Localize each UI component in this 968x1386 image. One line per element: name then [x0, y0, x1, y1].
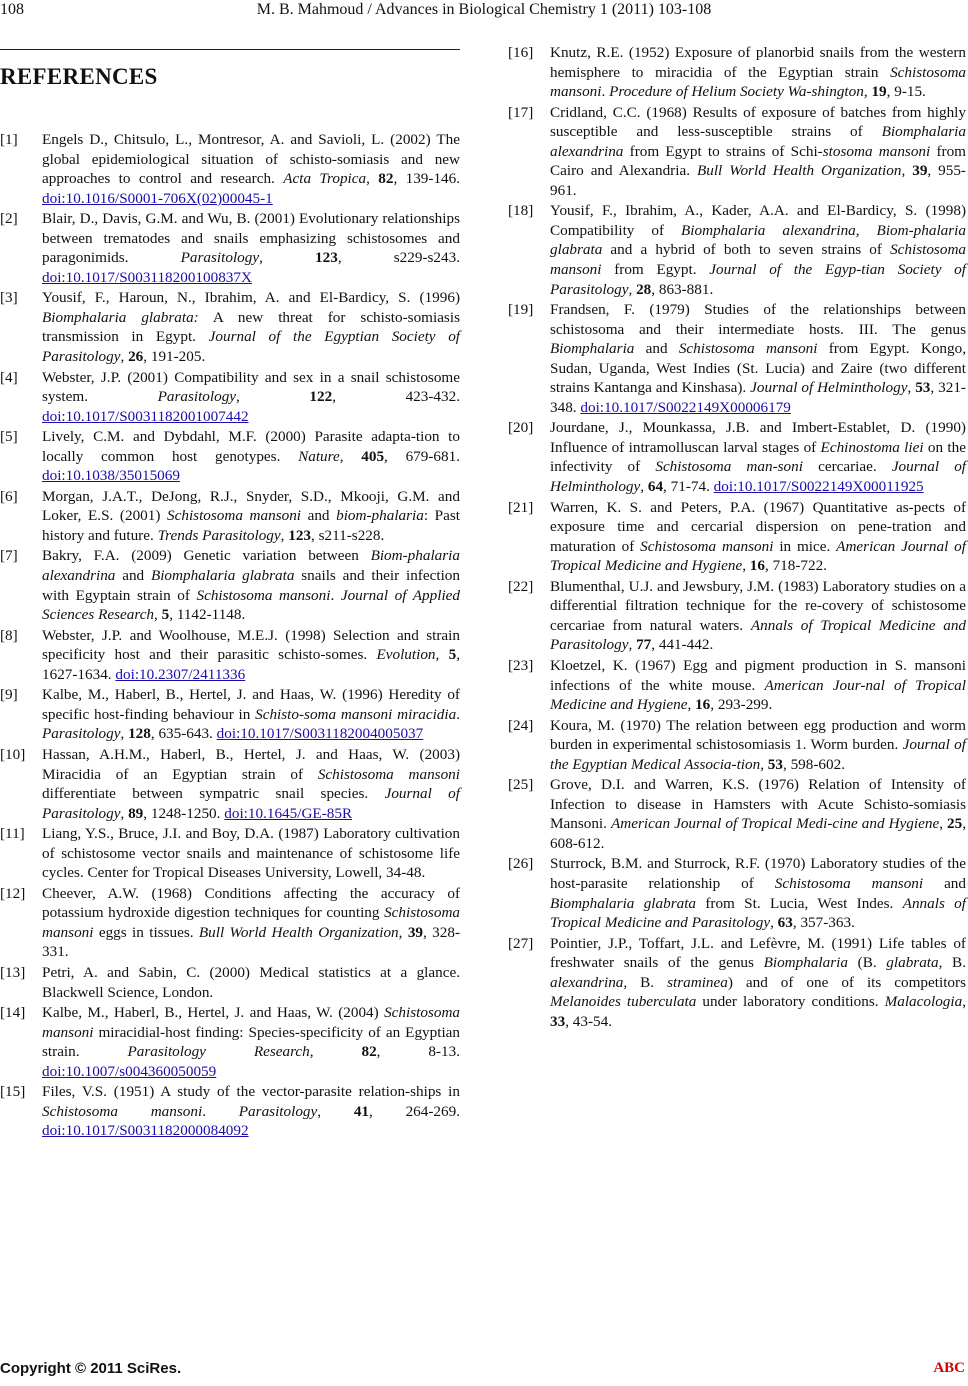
volume-number: 63	[777, 914, 793, 932]
citation-text: Morgan, J.A.T., DeJong, R.J., Snyder, S.D., Mkooji, G.M. and Loker, E.S. (2001)	[42, 487, 460, 525]
reference-text	[42, 884, 460, 962]
citation-text: , 293-299.	[710, 696, 773, 714]
italic-text: Journal of Parasitology	[42, 785, 460, 822]
reference-item	[0, 546, 460, 624]
volume-number: 82	[361, 1043, 377, 1061]
citation-text: Pointier, J.P., Toffart, J.L. and Lefèvre, M. (1991) Life tables of freshwater snails of the genus	[550, 934, 966, 972]
citation-text: ,	[317, 1102, 354, 1120]
italic-text: Schistosoma mansoni	[317, 765, 460, 783]
italic-text: Schistosoma mansoni	[42, 904, 460, 941]
reference-text	[550, 103, 966, 201]
volume-number: 28	[636, 280, 652, 298]
italic-text: Schistosoma mansoni	[550, 63, 966, 101]
volume-number: 16	[749, 557, 765, 575]
citation-text: Kalbe, M., Haberl, B., Hertel, J. and Haas, W. (1996) Heredity of specific host-finding behaviour in	[42, 686, 460, 723]
italic-text: Bull World Health Organization	[696, 162, 902, 180]
reference-number: [23]	[508, 656, 534, 674]
citation-text: miracidial-host finding: Species-specificity of an Egyptian strain.	[42, 1023, 460, 1061]
italic-text: Echinostoma liei	[820, 438, 924, 456]
citation-text: , 1248-1250.	[143, 804, 225, 822]
citation-text: from Egypt. Kongo, Sudan, Uganda, West Indies (St. Lucia) and Zaire (two different strains Kantanga and Kinshasa).	[550, 340, 966, 397]
citation-text: Files, V.S. (1951) A study of the vector-parasite relation-ships in	[42, 1083, 460, 1101]
citation-text: , 191-205.	[143, 348, 206, 366]
doi-link[interactable]: doi:10.1017/S0022149X00011925	[713, 478, 924, 496]
citation-text: eggs in tissues.	[93, 923, 199, 941]
citation-text: Engels D., Chitsulo, L., Montresor, A. and Savioli, L. (2002) The global epidemiological situation of schisto-somiasis and new approaches to control and research.	[42, 131, 460, 188]
reference-text	[42, 824, 460, 883]
citation-text: Knutz, R.E. (1952) Exposure of planorbid snails from the western hemisphere to miracidia of the Egyptian strain	[550, 44, 966, 81]
reference-number: [25]	[508, 776, 534, 794]
citation-text: and	[301, 507, 337, 525]
reference-text	[42, 546, 460, 624]
italic-text: Schistosoma mansoni	[678, 340, 818, 358]
citation-text: in mice.	[773, 537, 837, 555]
citation-text: Liang, Y.S., Bruce, J.I. and Boy, D.A. (1987) Laboratory cultivation of schistosome vector snails and maintenance of schistosome life cycles. Center for Tropical Diseases University, Lowell, 34-48.	[42, 825, 460, 882]
citation-text: : Past history and future.	[42, 507, 460, 544]
reference-item	[0, 427, 460, 486]
italic-text: Schistosoma mansoni	[42, 1004, 460, 1041]
reference-number: [7]	[0, 547, 18, 565]
italic-text: Biomphalaria	[550, 340, 635, 358]
volume-number: 53	[915, 379, 931, 397]
volume-number: 123	[288, 526, 312, 544]
reference-item	[0, 884, 460, 962]
italic-text: Schistosoma man-soni	[655, 458, 803, 476]
italic-text: Schistosoma mansoni	[167, 507, 302, 525]
reference-number: [12]	[0, 884, 26, 902]
citation-text: ,	[901, 162, 913, 180]
reference-text	[42, 487, 460, 546]
citation-text: ,	[863, 83, 872, 101]
reference-item	[0, 487, 460, 546]
italic-text: Malacologia	[884, 993, 963, 1011]
citation-text: Jourdane, J., Mounkassa, J.B. and Imbert-Establet, D. (1990) Influence of intramolluscan larval stages of	[550, 419, 966, 456]
citation-text: ,	[742, 557, 750, 575]
reference-item	[0, 368, 460, 427]
reference-item	[508, 498, 966, 576]
citation-text: Yousif, F., Haroun, N., Ibrahim, A. and El-Bardicy, S. (1996)	[42, 289, 460, 307]
reference-text	[550, 498, 966, 576]
volume-number: 5	[448, 646, 457, 664]
volume-number: 53	[767, 755, 783, 773]
reference-text	[550, 854, 966, 932]
reference-number: [18]	[508, 202, 534, 220]
citation-text: , 635-643.	[150, 725, 217, 743]
doi-link[interactable]: doi:10.1038/35015069	[42, 467, 180, 485]
italic-text: Annals of Tropical Medicine and Parasitology	[550, 616, 967, 654]
citation-text: ,	[760, 755, 768, 773]
citation-text: , 718-722.	[764, 557, 827, 575]
italic-text: Journal of Helminthology	[550, 458, 967, 496]
citation-text: , 321-348.	[550, 379, 966, 416]
doi-link[interactable]: doi:10.1017/S0031182000084092	[42, 1122, 249, 1140]
citation-text: ) and of one of its competitors	[727, 973, 966, 991]
publisher-logo: ABC	[933, 1360, 965, 1376]
citation-text: , 71-74.	[663, 478, 714, 496]
italic-text: Journal of Applied Sciences Research	[42, 586, 460, 624]
reference-item	[0, 209, 460, 287]
italic-text: American Jour-nal of Tropical Medicine and Hygiene	[550, 676, 966, 714]
italic-text: Schistosoma mansoni	[42, 1102, 203, 1120]
page-header	[0, 0, 968, 24]
citation-text: and a hybrid of both to seven strains of	[602, 241, 891, 259]
volume-number: 123	[315, 249, 338, 267]
citation-text: Webster, J.P. and Woolhouse, M.E.J. (1998) Selection and strain specificity host and their parasitic schisto-somes.	[42, 626, 460, 664]
citation-text: ,	[366, 170, 379, 188]
reference-text	[550, 418, 966, 496]
italic-text: glabrata	[886, 954, 939, 972]
volume-number: 89	[128, 804, 144, 822]
citation-text: , 8-13.	[376, 1043, 461, 1061]
reference-number: [17]	[508, 103, 534, 121]
doi-link[interactable]: doi:10.1016/S0001-706X(02)00045-1	[42, 189, 273, 207]
citation-text: ,	[236, 388, 310, 406]
citation-text: Kloetzel, K. (1967) Egg and pigment production in S. mansoni infections of the white mouse.	[550, 656, 966, 694]
citation-text: , s211-s228.	[311, 526, 385, 544]
citation-text: on the infectivity of	[550, 438, 966, 476]
italic-text: Evolution	[376, 646, 436, 664]
reference-number: [19]	[508, 301, 534, 319]
volume-number: 39	[912, 162, 928, 180]
citation-text: , 441-442.	[651, 636, 714, 654]
citation-text: .	[456, 705, 461, 723]
citation-text: ,	[120, 804, 129, 822]
citation-text: , 1142-1148.	[169, 606, 246, 624]
reference-number: [1]	[0, 131, 18, 148]
italic-text: Biomphalaria alexandrina	[550, 123, 966, 160]
doi-link[interactable]: doi:10.1017/S003118200100837X	[42, 268, 252, 286]
volume-number: 122	[309, 388, 333, 406]
reference-number: [11]	[0, 825, 25, 843]
citation-text: and	[923, 874, 966, 892]
reference-number: [14]	[0, 1004, 26, 1022]
italic-text: Parasitology	[42, 725, 121, 743]
citation-text: Koura, M. (1970) The relation between egg production and worm burden in experimental schistosomiasis 1. Worm burden.	[550, 716, 966, 754]
reference-item	[508, 934, 966, 1032]
citation-text: Petri, A. and Sabin, C. (2000) Medical statistics at a glance. Blackwell Science, London.	[42, 963, 460, 1001]
citation-text: , 423-432.	[332, 388, 460, 406]
italic-text: Biomphalaria glabrata:	[42, 308, 199, 326]
italic-text: American Journal of Tropical Medicine and Hygiene	[550, 537, 966, 575]
italic-text: Biomphalaria glabrata	[150, 567, 295, 585]
citation-text: .	[601, 83, 610, 101]
italic-text: Parasitology	[157, 388, 237, 406]
reference-item	[508, 854, 966, 932]
reference-text	[42, 626, 460, 685]
reference-number: [3]	[0, 289, 18, 307]
reference-number: [4]	[0, 368, 18, 386]
citation-text: ,	[628, 636, 637, 654]
reference-text	[550, 716, 966, 775]
volume-number: 128	[128, 725, 151, 743]
volume-number: 77	[636, 636, 652, 654]
reference-item	[508, 577, 966, 655]
doi-link[interactable]: doi:10.1017/S0031182001007442	[42, 407, 249, 425]
volume-number: 33	[550, 1012, 566, 1030]
reference-text	[42, 130, 460, 208]
citation-text: Frandsen, F. (1979) Studies of the relationships between schistosoma and their intermediate hosts. III. The genus	[550, 301, 966, 338]
volume-number: 41	[353, 1102, 370, 1120]
reference-number: [8]	[0, 626, 18, 644]
citation-text: .	[202, 1102, 239, 1120]
italic-text: American Journal of Tropical Medi-cine and Hygiene	[611, 815, 940, 833]
reference-text	[42, 427, 460, 486]
citation-text: , 608-612.	[550, 815, 967, 852]
citation-text: ,	[154, 606, 162, 624]
reference-number: [27]	[508, 934, 534, 952]
reference-number: [22]	[508, 577, 534, 595]
volume-number: 64	[647, 478, 664, 496]
citation-text: under laboratory conditions.	[696, 993, 885, 1011]
citation-text: Cridland, C.C. (1968) Results of exposure of batches from highly susceptible and less-susceptible strains of	[550, 103, 966, 141]
citation-text: , 139-146.	[393, 170, 461, 188]
italic-text: stosoma mansoni	[822, 142, 931, 160]
citation-text: ,	[962, 993, 966, 1011]
reference-item	[508, 775, 966, 853]
reference-item	[0, 963, 460, 1002]
reference-item	[508, 103, 966, 201]
italic-text: Journal of the Egyptian Society of Parasitology	[42, 328, 461, 366]
citation-text: , 679-681.	[384, 447, 460, 465]
citation-text: cercariae.	[802, 458, 892, 476]
copyright-notice: Copyright © 2011 SciRes.	[0, 1360, 182, 1377]
reference-item	[0, 685, 460, 744]
volume-number: 405	[361, 447, 385, 465]
citation-text: ,	[628, 280, 637, 298]
citation-text: Yousif, F., Ibrahim, A., Kader, A.A. and El-Bardicy, S. (1998) Compatibility of	[550, 202, 966, 239]
reference-item	[0, 1082, 460, 1141]
citation-text: , 357-363.	[792, 914, 855, 932]
citation-text: differentiate between sympatric snail species.	[42, 785, 385, 803]
reference-text	[550, 43, 966, 102]
italic-text: Journal of Helminthology	[750, 379, 908, 397]
reference-text	[550, 934, 966, 1032]
italic-text: Annals of Tropical Medicine and Parasitology	[550, 894, 966, 932]
italic-text: Parasitology	[180, 249, 260, 267]
citation-text: Webster, J.P. (2001) Compatibility and sex in a snail schistosome system.	[42, 368, 460, 406]
reference-text	[550, 300, 966, 417]
citation-text: ,	[770, 914, 778, 932]
citation-text: Lively, C.M. and Dybdahl, M.F. (2000) Parasite adapta-tion to locally common host genotypes.	[42, 428, 460, 465]
reference-number: [10]	[0, 745, 26, 763]
citation-text: from St. Lucia, West Indes.	[696, 894, 903, 912]
reference-text	[42, 963, 460, 1002]
reference-item	[508, 300, 966, 417]
citation-text: , B.	[623, 973, 668, 991]
italic-text: Bull World Health Organization	[198, 923, 399, 941]
reference-number: [2]	[0, 210, 18, 228]
citation-text: Warren, K. S. and Peters, P.A. (1967) Quantitative as-pects of exposure time and cercarial dispersion on pene-tration and maturation of	[550, 498, 966, 555]
citation-text: and	[115, 567, 151, 585]
italic-text: Parasitology	[238, 1102, 318, 1120]
doi-link[interactable]: doi:10.1645/GE-85R	[224, 804, 353, 822]
reference-item	[0, 130, 460, 208]
citation-text: , 598-602.	[782, 755, 845, 773]
volume-number: 25	[947, 815, 963, 833]
reference-number: [5]	[0, 428, 18, 446]
citation-text: , B.	[938, 954, 966, 972]
citation-text: , 43-54.	[565, 1012, 613, 1030]
references-right-column	[508, 43, 966, 1032]
citation-text: Cheever, A.W. (1968) Conditions affecting the accuracy of potassium hydroxide digestion techniques for counting	[42, 884, 460, 922]
reference-item	[508, 201, 966, 299]
reference-number: [15]	[0, 1083, 26, 1101]
citation-text: , s229-s243.	[337, 249, 461, 267]
volume-number: 39	[407, 923, 423, 941]
citation-text: ,	[120, 348, 129, 366]
italic-text: Procedure of Helium Society Wa-shington	[609, 83, 864, 101]
italic-text: Biomphalaria alexandrina, Biom-phalaria glabrata	[550, 221, 966, 259]
reference-item	[0, 626, 460, 685]
reference-text	[42, 1082, 460, 1141]
reference-item	[0, 1003, 460, 1081]
italic-text: Nature	[298, 447, 340, 465]
italic-text: Schistosoma mansoni	[774, 874, 924, 892]
reference-number: [24]	[508, 716, 534, 734]
volume-number: 26	[128, 348, 144, 366]
citation-text: Sturrock, B.M. and Sturrock, R.F. (1970) Laboratory studies of the host-parasite relationship of	[550, 855, 966, 892]
citation-text: Grove, D.I. and Warren, K.S. (1976) Relation of Intensity of Infection to disease in Hamsters with Acute Schisto-somiasis Mansoni.	[550, 776, 966, 833]
italic-text: Biomphalaria glabrata	[550, 894, 697, 912]
citation-text: ,	[939, 815, 948, 833]
section-divider	[0, 49, 460, 50]
citation-text: (B.	[847, 954, 887, 972]
reference-number: [16]	[508, 44, 534, 61]
reference-item	[508, 43, 966, 102]
italic-text: Melanoides tuberculata	[550, 993, 697, 1011]
section-title: REFERENCES	[0, 64, 158, 89]
italic-text: Schistosoma mansoni	[196, 586, 331, 604]
citation-text: .	[330, 586, 341, 604]
reference-number: [26]	[508, 855, 534, 873]
reference-text	[550, 577, 966, 655]
citation-text: Blumenthal, U.J. and Jewsbury, J.M. (1983) Laboratory studies on a differential filtration technique for the re-covery of schistosome cercariae from natural waters.	[550, 577, 966, 634]
reference-item	[0, 824, 460, 883]
citation-text: Bakry, F.A. (2009) Genetic variation between	[42, 547, 371, 565]
citation-text: ,	[398, 923, 408, 941]
reference-number: [9]	[0, 686, 18, 704]
reference-number: [13]	[0, 963, 26, 981]
citation-text: , 1627-1634.	[42, 646, 460, 683]
italic-text: Biomphalaria	[763, 954, 848, 972]
italic-text: Acta Tropica	[283, 170, 367, 188]
italic-text: Biom-phalaria alexandrina	[42, 547, 460, 585]
italic-text: Journal of the Egyptian Medical Associa-tion	[550, 736, 966, 773]
citation-text: , 264-269.	[369, 1102, 461, 1120]
italic-text: straminea	[667, 973, 728, 991]
reference-item	[508, 418, 966, 496]
citation-text: ,	[259, 249, 316, 267]
citation-text: , 328-331.	[42, 923, 460, 961]
volume-number: 82	[378, 170, 394, 188]
citation-text: , 955-961.	[550, 162, 966, 199]
citation-text: snails and their infection with Egyptain strain of	[42, 567, 460, 604]
volume-number: 19	[871, 83, 887, 101]
italic-text: Schisto-soma mansoni miracidia	[255, 705, 457, 723]
running-title: M. B. Mahmoud / Advances in Biological Chemistry 1 (2011) 103-108	[256, 1, 712, 18]
citation-text: Hassan, A.H.M., Haberl, B., Hertel, J. and Haas, W. (2003) Miracidia of an Egyptian strain of	[42, 745, 460, 783]
reference-number: [6]	[0, 487, 18, 505]
reference-text	[42, 368, 460, 427]
citation-text: ,	[280, 526, 289, 544]
citation-text: ,	[907, 379, 916, 397]
doi-link[interactable]: doi:10.1017/S0031182004005037	[216, 725, 424, 743]
reference-number: [21]	[508, 498, 534, 516]
citation-text: from Egypt to strains of Schi-	[623, 142, 823, 160]
italic-text: biom-phalaria	[336, 507, 424, 525]
italic-text: Schistosoma mansoni	[640, 537, 774, 555]
reference-text	[550, 775, 966, 853]
reference-text	[42, 209, 460, 287]
citation-text: from Egypt.	[601, 261, 710, 279]
reference-item	[0, 745, 460, 823]
citation-text: , 9-15.	[886, 83, 926, 101]
doi-link[interactable]: doi:10.1007/s004360050059	[42, 1062, 217, 1080]
references-left-column	[0, 130, 460, 1142]
citation-text: ,	[640, 478, 648, 496]
reference-item	[508, 716, 966, 775]
reference-text	[42, 1003, 460, 1081]
volume-number: 5	[161, 606, 170, 624]
citation-text: ,	[120, 725, 129, 743]
reference-item	[0, 288, 460, 366]
citation-text: , 863-881.	[651, 280, 714, 298]
italic-text: Parasitology Research	[127, 1043, 310, 1061]
citation-text: Kalbe, M., Haberl, B., Hertel, J. and Haas, W. (2004)	[42, 1004, 385, 1022]
citation-text: and	[634, 340, 679, 358]
reference-text	[42, 745, 460, 823]
reference-text	[550, 656, 966, 715]
italic-text: Schistosoma mansoni	[550, 241, 966, 279]
citation-text: from Cairo and Alexandria.	[550, 142, 966, 180]
citation-text: ,	[435, 646, 449, 664]
doi-link[interactable]: doi:10.1017/S0022149X00006179	[580, 398, 791, 416]
doi-link[interactable]: doi:10.2307/2411336	[115, 665, 246, 683]
italic-text: alexandrina	[550, 973, 624, 991]
reference-number: [20]	[508, 419, 534, 437]
reference-item	[508, 656, 966, 715]
reference-text	[42, 288, 460, 366]
reference-text	[550, 201, 966, 299]
citation-text: A new threat for schisto-somiasis transmission in Egypt.	[42, 308, 460, 346]
citation-text: ,	[687, 696, 696, 714]
italic-text: Journal of the Egyp-tian Society of Parasitology	[550, 261, 966, 298]
citation-text: Blair, D., Davis, G.M. and Wu, B. (2001) Evolutionary relationships between trematodes and snails emphasizing schistosomes and paragonimids.	[42, 210, 460, 267]
citation-text: ,	[339, 447, 362, 465]
citation-text: ,	[309, 1043, 362, 1061]
italic-text: Trends Parasitology	[157, 526, 281, 544]
volume-number: 16	[695, 696, 711, 714]
reference-text	[42, 685, 460, 744]
page-number: 108	[0, 1, 24, 18]
